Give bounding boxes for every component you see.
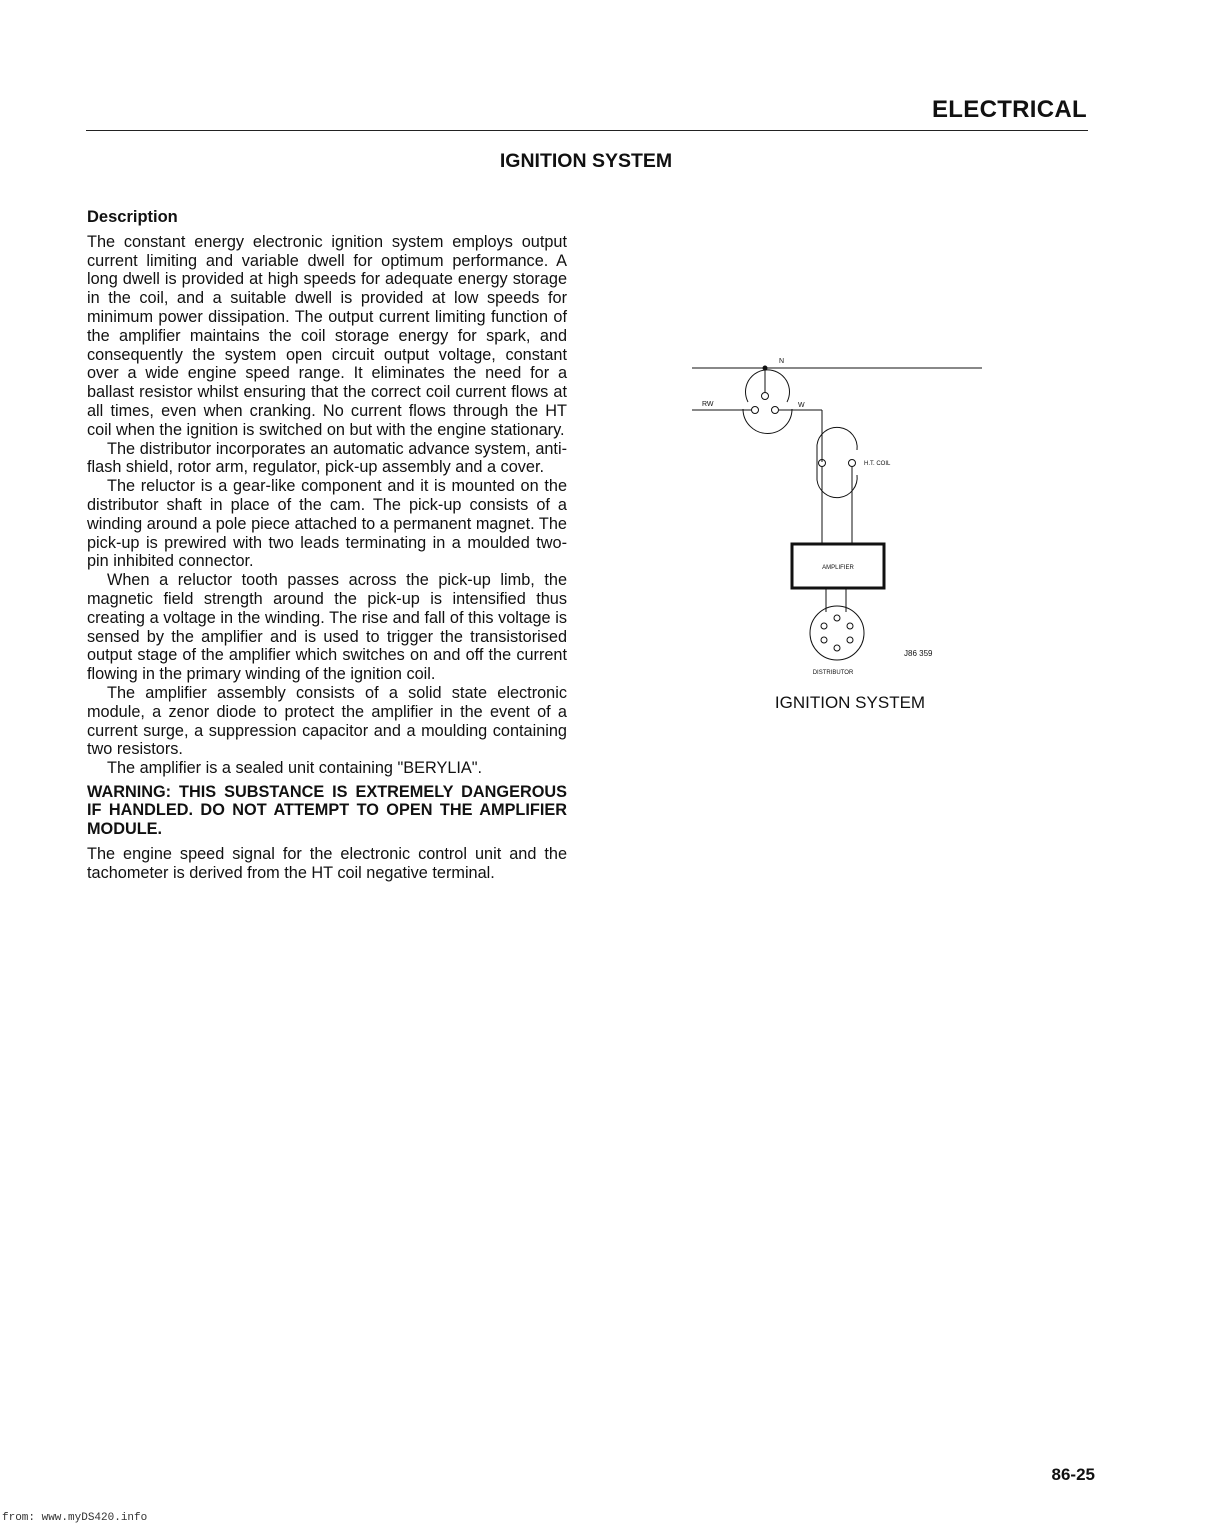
paragraph-closing: The engine speed signal for the electronic control unit and the tachometer is derived from the HT coil negative terminal.: [87, 845, 567, 883]
paragraph-2: The distributor incorporates an automatic advance system, anti-flash shield, rotor arm, regulator, pick-up assembly and a cover.: [87, 439, 567, 477]
label-distributor: DISTRIBUTOR: [812, 670, 854, 676]
paragraph-6: The amplifier is a sealed unit containing "BERYLIA".: [107, 759, 483, 778]
section-header: ELECTRICAL: [932, 96, 1087, 123]
label-rw: RW: [702, 401, 714, 408]
diagram-caption: IGNITION SYSTEM: [774, 693, 926, 712]
label-ht-coil: H.T. COIL: [864, 461, 891, 467]
page-number: 86-25: [1051, 1465, 1095, 1484]
paragraph-3: The reluctor is a gear-like component and it is mounted on the distributor shaft in place of the cam. The pick-up consists of a winding around a pole piece attached to a permanent magnet. The pick-up is prewired with two leads terminating in a moulded two-pin inhibited connector.: [87, 477, 567, 571]
label-amplifier: AMPLIFIER: [822, 565, 854, 571]
footer-url: from: www.myDS420.info: [2, 1512, 148, 1524]
switch-body: [746, 370, 790, 402]
label-n: N: [779, 358, 785, 365]
description-section: [87, 208, 567, 883]
description-heading: Description: [87, 208, 178, 226]
paragraph-1: The constant energy electronic ignition system employs output current limiting and variable dwell for optimum performance. A long dwell is provided at high speeds for adequate energy storage in the coil, and a suitable dwell is provided at low speeds for minimum power dissipation. The output current limiting function of the amplifier maintains the coil storage energy for spark, and consequently the system open circuit output voltage, constant over a wide engine speed range. It eliminates the need for a ballast resistor whilst ensuring that the correct coil current flows at all times, even when cranking. No current flows through the HT coil when the ignition is switched on but with the engine stationary.: [87, 232, 567, 439]
warning-text: WARNING: THIS SUBSTANCE IS EXTREMELY DANGEROUS IF HANDLED. DO NOT ATTEMPT TO OPEN THE AMPLIFIER MODULE.: [87, 782, 567, 838]
label-w: W: [798, 402, 805, 409]
paragraph-4: When a reluctor tooth passes across the pick-up limb, the magnetic field strength around the pick-up is intensified thus creating a voltage in the winding. The rise and fall of this voltage is sensed by the amplifier and is used to trigger the transistorised output stage of the amplifier which switches on and off the current flowing in the primary winding of the ignition coil.: [87, 571, 567, 684]
diagram-ref: J86 359: [904, 649, 933, 658]
ht-coil-body: [817, 427, 857, 450]
page-title: IGNITION SYSTEM: [499, 150, 673, 172]
distributor-body: [810, 606, 864, 660]
ignition-wiring-diagram: [680, 350, 1000, 690]
header-rule: [86, 130, 1088, 131]
paragraph-5: The amplifier assembly consists of a solid state electronic module, a zenor diode to protect the amplifier in the event of a current surge, a suppression capacitor and a moulding containing two resistors.: [87, 683, 567, 759]
